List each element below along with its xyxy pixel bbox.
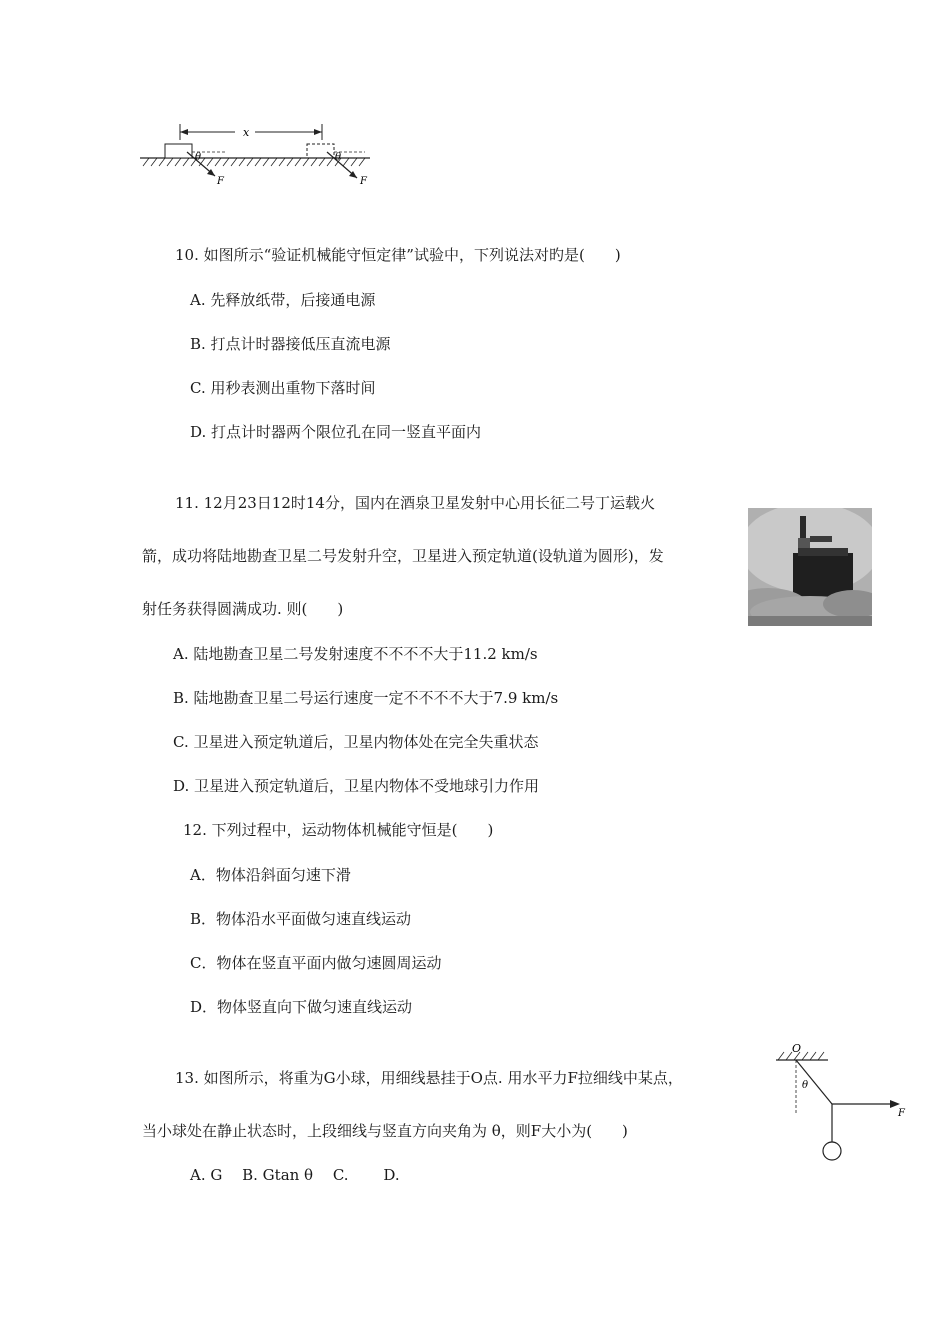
f2-label: F [360, 176, 367, 187]
q12-option-a: A．物体沿斜面匀速下滑 [190, 866, 351, 884]
q12-option-b: B．物体沿水平面做匀速直线运动 [190, 910, 412, 928]
theta2-label: θ [335, 152, 342, 163]
q10-stem: 10. 如图所示“验证机械能守恒定律”试验中，下列说法对旳是( ) [175, 246, 621, 264]
q11-stem-line1: 11. 12月23日12时14分，国内在酒泉卫星发射中心用长征二号丁运载火 [175, 494, 655, 512]
f-label: F [898, 1108, 905, 1119]
q12-option-c: C．物体在竖直平面内做匀速圆周运动 [190, 954, 442, 972]
q10-option-a: A. 先释放纸带，后接通电源 [190, 291, 376, 309]
q11-stem-line2: 箭，成功将陆地勘查卫星二号发射升空，卫星进入预定轨道(设轨道为圆形)，发 [142, 547, 664, 565]
rocket-launch-photo [748, 508, 872, 626]
theta-label: θ [802, 1080, 809, 1091]
f1-label: F [217, 176, 224, 187]
o-label: O [792, 1042, 802, 1055]
q10-option-b: B. 打点计时器接低压直流电源 [190, 335, 391, 353]
pendulum-force-figure [768, 1038, 908, 1166]
q11-option-c: C. 卫星进入预定轨道后，卫星内物体处在完全失重状态 [173, 733, 539, 751]
q10-option-d: D. 打点计时器两个限位孔在同一竖直平面内 [190, 423, 482, 441]
q11-option-b: B. 陆地勘查卫星二号运行速度一定不不不不大于7.9 km/s [173, 689, 559, 707]
q13-options: A. G B. Gtan θ C. D. [190, 1166, 400, 1184]
top-force-figure [135, 118, 380, 190]
q11-option-a: A. 陆地勘查卫星二号发射速度不不不不大于11.2 km/s [173, 645, 538, 663]
theta1-label: θ [195, 152, 202, 163]
q12-option-d: D．物体竖直向下做匀速直线运动 [190, 998, 413, 1016]
q13-stem-line1: 13. 如图所示，将重为G小球，用细线悬挂于O点. 用水平力F拉细线中某点， [175, 1069, 683, 1087]
q10-option-c: C. 用秒表测出重物下落时间 [190, 379, 376, 397]
x-label: x [243, 126, 250, 139]
q11-stem-line3: 射任务获得圆满成功. 则( ) [142, 600, 344, 618]
q13-stem-line2: 当小球处在静止状态时，上段细线与竖直方向夹角为 θ，则F大小为( ) [142, 1122, 628, 1140]
q12-stem: 12. 下列过程中，运动物体机械能守恒是( ) [183, 821, 494, 839]
q11-option-d: D. 卫星进入预定轨道后，卫星内物体不受地球引力作用 [173, 777, 540, 795]
